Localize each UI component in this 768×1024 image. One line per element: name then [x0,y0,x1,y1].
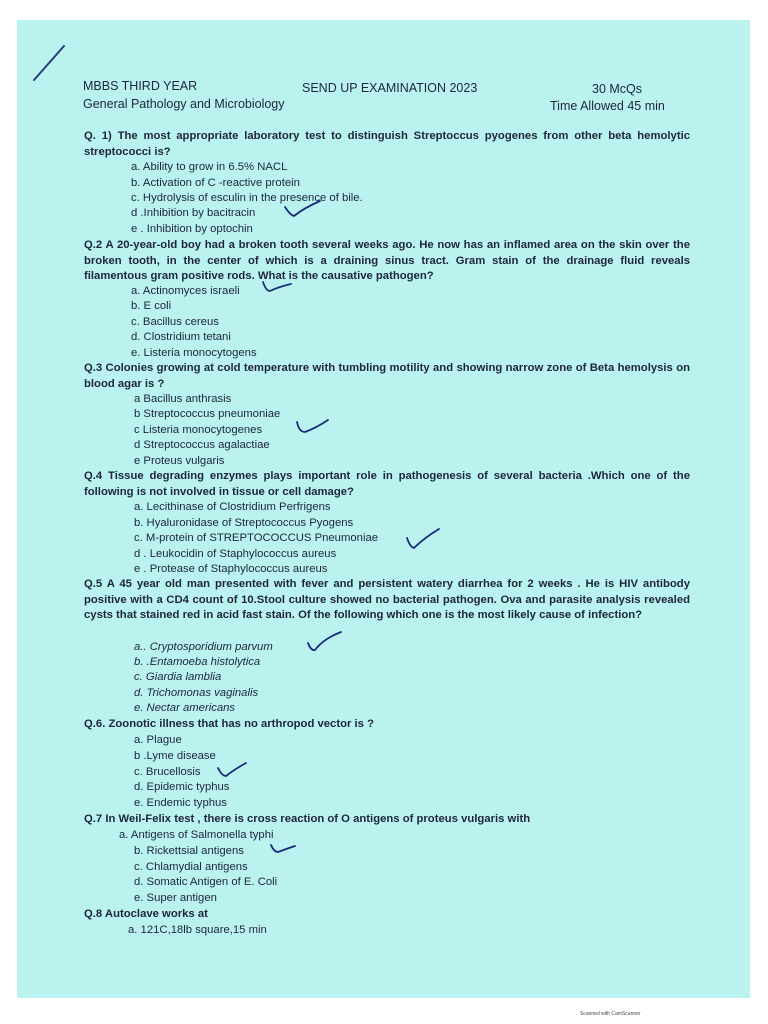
q8-option-a: a. 121C,18lb square,15 min [128,924,267,936]
question-5: Q.5 A 45 year old man presented with fever and persistent watery diarrhea for 2 weeks . He is HIV antibody positive with a CD4 count of 10.Stool culture showed no bacterial pathogen. Ova and parasite analysis revealed cysts that stained red in acid fast stain. Of the following which one is the most likely cause of infection? [84,578,690,622]
q3-option-c: c Listeria monocytogenes [134,424,263,436]
q5-option-d: d. Trichomonas vaginalis [134,687,259,699]
q1-option-c: c. Hydrolysis of esculin in the presence of bile. [131,192,363,204]
answer-tick-q7 [268,841,298,857]
q5-option-b: b. .Entamoeba histolytica [134,656,261,668]
header-subject: General Pathology and Microbiology [83,97,285,111]
q7-option-a: a. Antigens of Salmonella typhi [119,829,274,841]
q5-option-e: e. Nectar americans [134,702,236,714]
q5-option-a: a.. Cryptosporidium parvum [134,641,273,653]
q4-option-c: c. M-protein of STREPTOCOCCUS Pneumoniae [134,532,379,544]
q3-option-d: d Streptococcus agalactiae [134,439,270,451]
q7-option-b: b. Rickettsial antigens [134,845,244,857]
header-mcq-count: 30 McQs [592,82,643,96]
q2-option-e: e. Listeria monocytogens [131,347,257,359]
header-time-allowed: Time Allowed 45 min [550,99,665,113]
q3-option-a: a Bacillus anthrasis [134,393,232,405]
pen-stroke-mark [30,42,70,84]
question-3: Q.3 Colonies growing at cold temperature with tumbling motility and showing narrow zone of Beta hemolysis on blood agar is ? [84,362,690,390]
q2-option-a: a. Actinomyces israeli [131,285,240,297]
q1-option-b: b. Activation of C -reactive protein [131,177,300,189]
q5-option-c: c. Giardia lamblia [134,671,222,683]
header-class: MBBS THIRD YEAR [83,79,198,93]
question-2: Q.2 A 20-year-old boy had a broken tooth several weeks ago. He now has an inflamed area on the skin over the broken tooth, in the center of which is a draining sinus tract. Gram stain of the drainage fluid reveals filamentous gram positive rods. What is the causative pathogen? [84,239,690,283]
q6-option-c: c. Brucellosis [134,766,201,778]
q4-option-b: b. Hyaluronidase of Streptococcus Pyogens [134,517,354,529]
q6-option-a: a. Plague [134,734,182,746]
answer-tick-q3 [294,416,332,438]
q2-option-b: b. E coli [131,300,172,312]
question-1: Q. 1) The most appropriate laboratory test to distinguish Streptoccus pyogenes from other beta hemolytic streptococci is? [84,130,690,158]
q6-option-e: e. Endemic typhus [134,797,227,809]
answer-tick-q4 [404,526,442,552]
q1-option-a: a. Ability to grow in 6.5% NACL [131,161,288,173]
answer-tick-q5 [305,629,345,655]
q2-option-c: c. Bacillus cereus [131,316,219,328]
answer-tick-q2 [260,278,294,296]
header-exam-title: SEND UP EXAMINATION 2023 [302,81,478,95]
question-6: Q.6. Zoonotic illness that has no arthropod vector is ? [84,718,374,730]
q7-option-c: c. Chlamydial antigens [134,861,248,873]
q6-option-d: d. Epidemic typhus [134,781,230,793]
q3-option-b: b Streptococcus pneumoniae [134,408,281,420]
q4-option-a: a. Lecithinase of Clostridium Perfrigens [134,501,331,513]
answer-tick-q6 [215,760,249,780]
q7-option-d: d. Somatic Antigen of E. Coli [134,876,278,888]
question-4: Q.4 Tissue degrading enzymes plays important role in pathogenesis of several bacteria .Which one of the following is not involved in tissue or cell damage? [84,470,690,498]
q1-option-e: e . Inhibition by optochin [131,223,253,235]
question-7: Q.7 In Weil-Felix test , there is cross reaction of O antigens of proteus vulgaris with [84,813,531,825]
q2-option-d: d. Clostridium tetani [131,331,231,343]
q6-option-b: b .Lyme disease [134,750,216,762]
q4-option-d: d . Leukocidin of Staphylococcus aureus [134,548,337,560]
q1-option-d: d .Inhibition by bacitracin [131,207,256,219]
scanner-watermark: Scanned with CamScanner [580,1011,641,1017]
exam-paper [17,20,750,998]
question-8: Q.8 Autoclave works at [84,908,208,920]
q4-option-e: e . Protease of Staphylococcus aureus [134,563,328,575]
answer-tick-q1 [282,198,324,220]
q7-option-e: e. Super antigen [134,892,217,904]
q3-option-e: e Proteus vulgaris [134,455,225,467]
